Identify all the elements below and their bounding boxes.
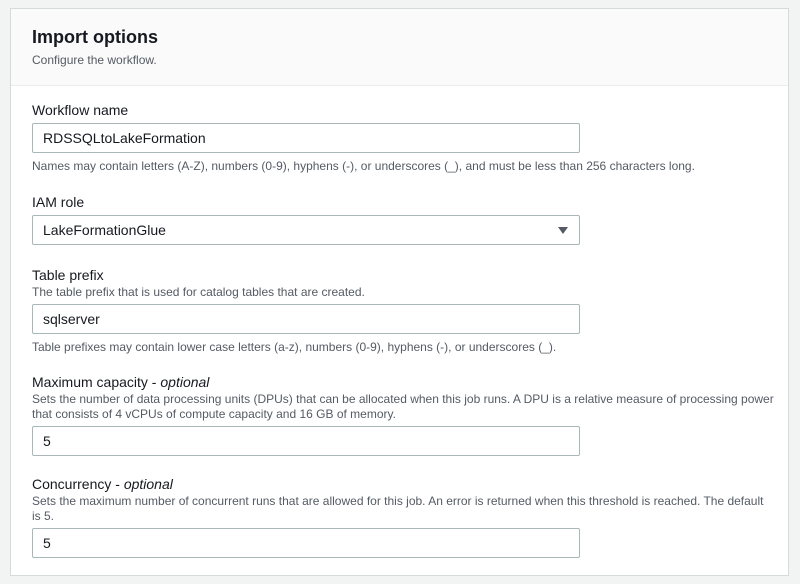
caret-down-icon (558, 227, 568, 234)
concurrency-label (32, 475, 173, 493)
concurrency-optional: optional (123, 476, 173, 492)
table-prefix-description: The table prefix that is used for catalog tables that are created. (32, 285, 365, 299)
max-capacity-input[interactable]: 5 (32, 426, 580, 456)
workflow-name-label: Workflow name (32, 102, 129, 118)
max-capacity-label-text: Maximum capacity (32, 374, 148, 390)
concurrency-input[interactable]: 5 (32, 528, 580, 558)
iam-role-select[interactable] (32, 215, 580, 245)
max-capacity-description-line2: that consists of 4 vCPUs of compute capacity and 16 GB of memory. (32, 407, 396, 421)
table-prefix-label: Table prefix (32, 267, 104, 283)
max-capacity-description-line1: Sets the number of data processing units (DPUs) that can be allocated when this job runs. A DPU is a relative measure of processing power (32, 392, 774, 406)
import-options-panel (10, 8, 789, 576)
max-capacity-label (32, 373, 209, 391)
concurrency-description-line1: Sets the maximum number of concurrent runs that are allowed for this job. An error is returned when this threshold is reached. The default (32, 494, 764, 508)
max-capacity-optional: optional (160, 374, 210, 390)
section-description: Configure the workflow. (32, 53, 157, 67)
iam-role-label: IAM role (32, 194, 85, 210)
label-separator: - (147, 374, 161, 390)
workflow-name-constraint: Names may contain letters (A-Z), numbers (0-9), hyphens (-), or underscores (_), and must be less than 256 characters long. (32, 159, 695, 173)
workflow-name-input[interactable]: RDSSQLtoLakeFormation (32, 123, 580, 153)
panel-header (11, 9, 788, 86)
section-title: Import options (32, 27, 158, 47)
table-prefix-constraint: Table prefixes may contain lower case letters (a-z), numbers (0-9), hyphens (-), or underscores (_). (32, 340, 557, 354)
concurrency-description-line2: is 5. (32, 509, 55, 523)
label-separator: - (111, 476, 124, 492)
concurrency-label-text: Concurrency (32, 476, 112, 492)
iam-role-selected-value: LakeFormationGlue (43, 222, 166, 238)
table-prefix-input[interactable]: sqlserver (32, 304, 580, 334)
